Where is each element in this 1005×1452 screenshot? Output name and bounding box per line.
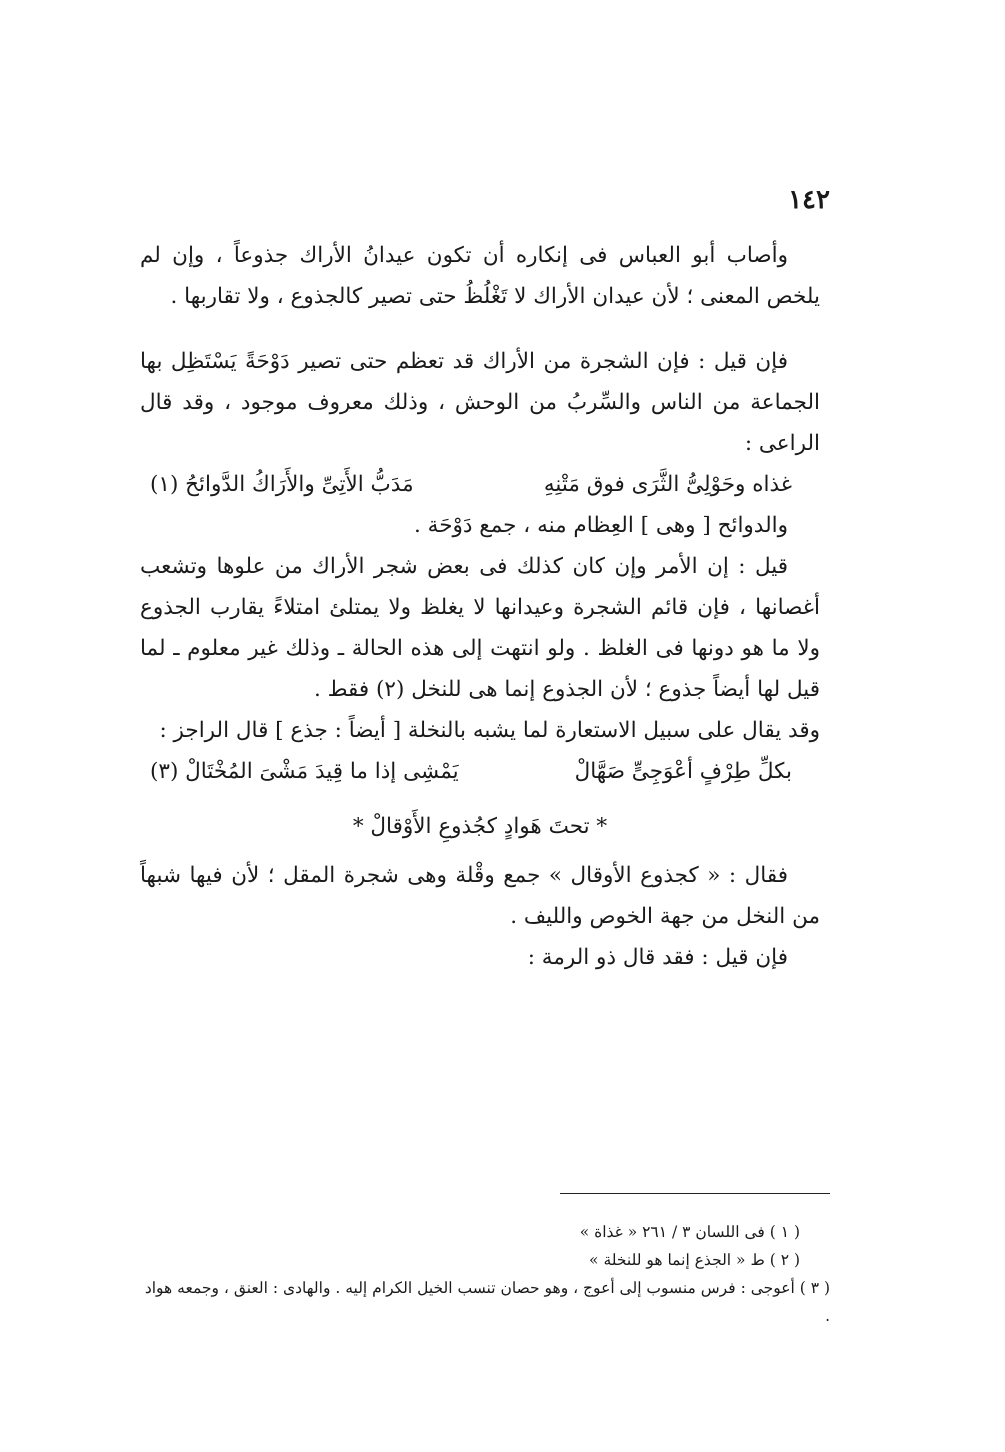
paragraph-7: فإن قيل : فقد قال ذو الرمة :	[527, 945, 788, 970]
page-number: ١٤٢	[788, 185, 830, 215]
footnotes	[140, 1218, 830, 1330]
paragraph-6: فقال : « كجذوع الأوقال » جمع وقْلة وهى شجرة المقل ؛ لأن فيها شبهاً من النخل من جهة الخوص والليف .	[140, 863, 820, 929]
paragraph-1: وأصاب أبو العباس فى إنكاره أن تكون عيدانُ الأراك جذوعاً ، وإن لم يلخص المعنى ؛ لأن عيدان الأراك لا تَغْلُظُ حتى تصير كالجذوع ، ولا تقاربها .	[140, 243, 820, 309]
body-text	[140, 235, 820, 978]
footnote-1: ( ١ ) فى اللسان ٣ / ٢٦١ « غذاة »	[579, 1223, 800, 1241]
paragraph-3: والدوائح [ وهى ] العِظام منه ، جمع دَوْحَة .	[414, 513, 788, 538]
verse-2-first-hemistich: بكلِّ طِرْفٍ أعْوَجِىٍّ صَهَّالْ	[574, 759, 792, 784]
footnote-3: ( ٣ ) أعوجى : فرس منسوب إلى أعوج ، وهو حصان تنسب الخيل الكرام إليه . والهادى : العنق ، وجمعه هواد .	[144, 1279, 830, 1325]
paragraph-2: فإن قيل : فإن الشجرة من الأراك قد تعظم حتى تصير دَوْحَةً يَسْتَظِل بها الجماعة من الناس والسِّربُ من الوحش ، وذلك معروف موجود ، وقد قال الراعى :	[140, 349, 820, 456]
verse-2	[140, 751, 820, 792]
verse-3: * تحتَ هَوادٍ كجُذوعِ الأَوْقالْ *	[352, 814, 608, 839]
verse-1	[140, 464, 820, 505]
footnote-divider	[560, 1193, 830, 1194]
verse-2-second-hemistich: يَمْشِى إذا ما قِيدَ مَشْىَ المُخْتَالْ (٣)	[150, 759, 459, 784]
paragraph-5: وقد يقال على سبيل الاستعارة لما يشبه بالنخلة [ أيضاً : جذع ] قال الراجز :	[159, 718, 820, 743]
verse-1-second-hemistich: مَدَبُّ الأَتِىِّ والأَرَاكُ الدَّوائحُ (١)	[150, 472, 414, 497]
paragraph-4: قيل : إن الأمر وإن كان كذلك فى بعض شجر الأراك من علوها وتشعب أغصانها ، فإن قائم الشجرة وعيدانها لا يغلظ ولا يمتلئ امتلاءً يقارب الجذوع ولا ما هو دونها فى الغلظ . ولو انتهت إلى هذه الحالة ـ وذلك غير معلوم ـ لما قيل لها أيضاً جذوع ؛ لأن الجذوع إنما هى للنخل (٢) فقط .	[140, 554, 820, 702]
footnote-2: ( ٢ ) ط « الجذع إنما هو للنخلة »	[589, 1251, 800, 1269]
verse-1-first-hemistich: غذاه وحَوْلِىُّ الثَّرَى فوق مَتْنِهِ	[543, 472, 792, 497]
